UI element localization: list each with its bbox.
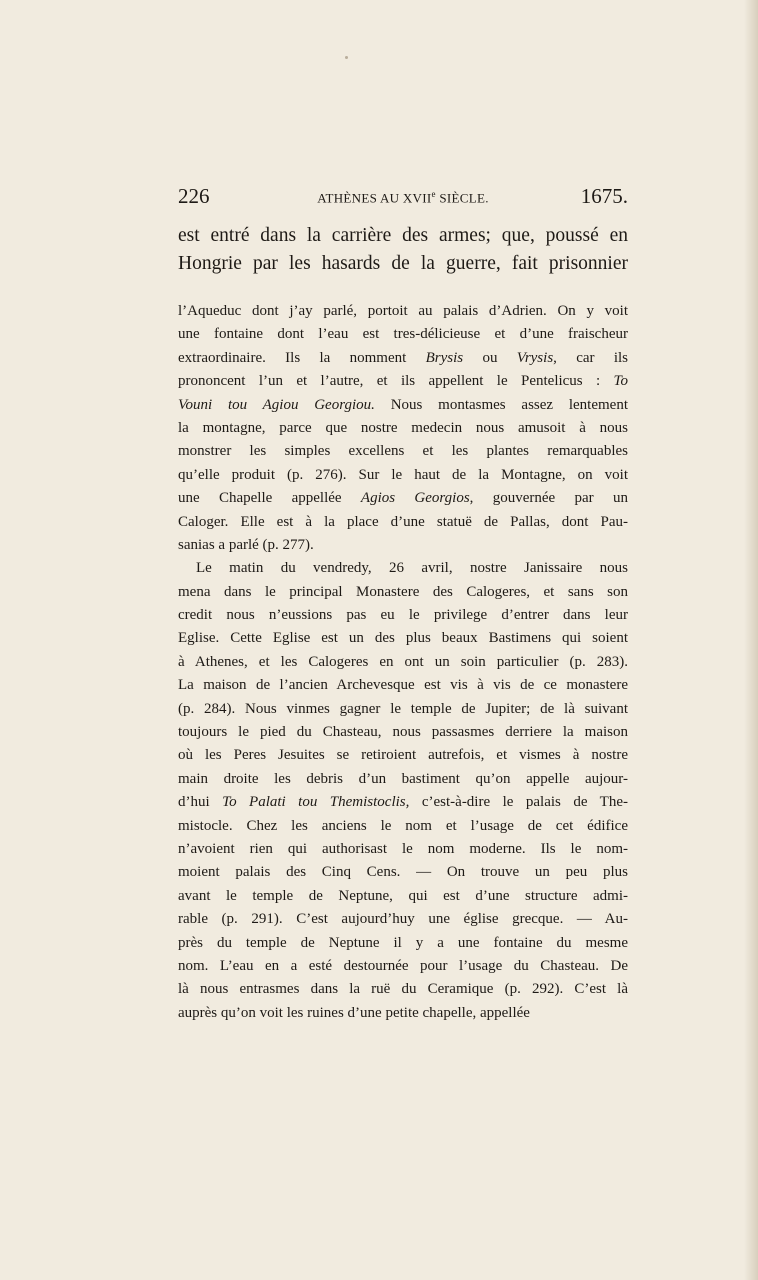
italic-term: Brysis [425,349,464,366]
footnote-line [178,557,628,580]
text-run: moient palais des Cinq Cens. — On trouve un peu plus [178,864,628,881]
footnote-line [178,370,628,393]
italic-term: To [613,373,628,390]
footnote-line [178,838,628,861]
text-run: Nous montasmes assez lentement [374,396,628,413]
italic-term: Agios Georgios [360,490,470,507]
footnote-line [178,908,628,931]
footnote-line [178,978,628,1001]
footnote-line [178,581,628,604]
text-run: La maison de l’ancien Archevesque est vis à vis de ce monastere [178,677,628,694]
text-run: mistocle. Chez les anciens le nom et l’usage de cet édifice [178,817,628,834]
footnote-line [178,464,628,487]
footnote-line [178,440,628,463]
header-year: 1675. [580,184,628,208]
text-run: là nous entrasmes dans la ruë du Ceramique (p. 292). C’est là [178,981,628,998]
page-edge-shadow [744,0,758,1280]
text-run: n’avoient rien qui authorisast le nom moderne. Ils le nom- [178,840,628,857]
text-run: avant le temple de Neptune, qui est d’une structure admi- [178,887,628,904]
footnote-line [178,627,628,650]
page-speck [345,56,348,59]
italic-term: Vouni tou Agiou Georgiou. [178,396,375,413]
text-run: extraordinaire. Ils la nomment [178,349,426,366]
text-run: d’hui [178,794,223,811]
text-run: Le matin du vendredy, 26 avril, nostre Janissaire nous [196,560,628,577]
text-run: la montagne, parce que nostre medecin nous amusoit à nous [178,419,628,436]
text-run: sanias a parlé (p. 277). [178,536,314,553]
text-run: près du temple de Neptune il y a une fontaine du mesme [178,934,628,951]
italic-term: Vrysis [516,349,554,366]
text-run: prononcent l’un et l’autre, et ils appellent le Pentelicus : [178,373,614,390]
main-text-line: Hongrie par les hasards de la guerre, fait prisonnier [178,253,628,274]
text-run: nom. L’eau en a esté destournée pour l’usage du Chasteau. De [178,957,628,974]
footnote-block [178,300,628,1025]
footnote-line [178,815,628,838]
text-run: une fontaine dont l’eau est tres-délicieuse et d’une fraischeur [178,326,628,343]
text-run: main droite les debris d’un bastiment qu’on appelle aujour- [178,770,628,787]
footnote-line [178,511,628,534]
main-text [178,222,628,278]
text-run: Caloger. Elle est à la place d’une statuë de Pallas, dont Pau- [178,513,628,530]
text-run: , car ils [553,349,629,366]
text-run: une Chapelle appellée [178,490,361,507]
running-header [178,184,628,210]
text-run: toujours le pied du Chasteau, nous passasmes derriere la maison [178,724,628,741]
footnote-line [178,674,628,697]
text-run: ou [463,349,517,366]
text-run: qu’elle produit (p. 276). Sur le haut de la Montagne, on voit [178,466,628,483]
text-run: rable (p. 291). C’est aujourd’huy une église grecque. — Au- [178,911,628,928]
page-number: 226 [178,184,210,208]
footnote-line [178,768,628,791]
italic-term: To Palati tou Themistoclis, [222,794,410,811]
footnote-line [178,651,628,674]
footnote-line [178,534,628,557]
text-run: l’Aqueduc dont j’ay parlé, portoit au palais d’Adrien. On y voit [178,303,628,319]
text-run: c’est-à-dire le palais de The- [409,794,628,811]
footnote-line [178,487,628,510]
text-run: où les Peres Jesuites se retiroient autrefois, et vismes à nostre [178,747,628,764]
footnote-line [178,698,628,721]
text-run: credit nous n’eussions pas eu le privilege d’entrer dans leur [178,607,628,624]
footnote-line [178,300,628,323]
running-title: ATHÈNES AU XVIIe SIÈCLE. [317,189,489,206]
footnote-line [178,721,628,744]
text-run: auprès qu’on voit les ruines d’une petite chapelle, appellée [178,1004,530,1021]
footnote-line [178,791,628,814]
text-run: à Athenes, et les Calogeres en ont un soin particulier (p. 283). [178,653,628,670]
footnote-line [178,417,628,440]
footnote-line [178,955,628,978]
main-text-line: est entré dans la carrière des armes; que, poussé en [178,225,628,246]
footnote-line [178,323,628,346]
footnote-line [178,861,628,884]
text-run: , gouvernée par un [469,490,629,507]
text-run: mena dans le principal Monastere des Calogeres, et sans son [178,583,628,600]
footnote-line [178,932,628,955]
text-run: Eglise. Cette Eglise est un des plus beaux Bastimens qui soient [178,630,628,647]
text-run: monstrer les simples excellens et les plantes remarquables [178,443,628,460]
footnote-line [178,1002,628,1025]
footnote-line [178,885,628,908]
text-run: (p. 284). Nous vinmes gagner le temple de Jupiter; de là suivant [178,700,628,717]
footnote-line [178,604,628,627]
footnote-line [178,394,628,417]
footnote-line [178,347,628,370]
footnote-line [178,744,628,767]
